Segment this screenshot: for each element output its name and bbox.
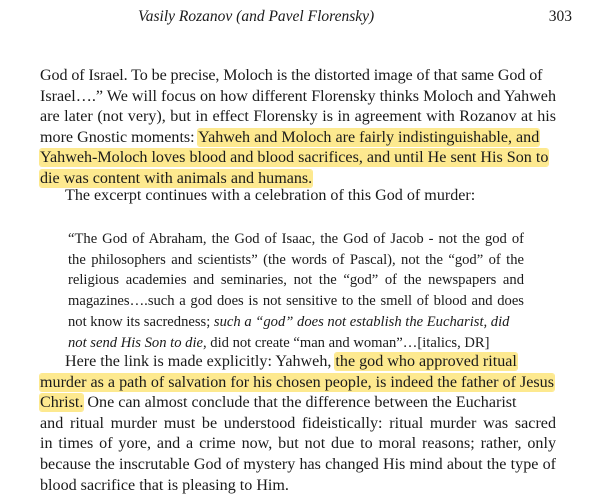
paragraph-3-line: in times of yore, and a crime now, but not due to moral reasons; rather, only (40, 435, 556, 453)
paragraph-1-line: God of Israel. To be precise, Moloch is the distorted image of that same God of (40, 67, 543, 84)
plain-text: more Gnostic moments: (40, 128, 199, 146)
italic-text: not send His Son to die (68, 334, 203, 351)
block-quote (68, 229, 524, 353)
quote-line: magazines….such a god does is not sensitive to the smell of blood and does (68, 293, 524, 310)
paragraph-3-line: because the inscrutable God of mystery has changed His mind about the type of (40, 455, 556, 473)
quote-line (68, 333, 524, 354)
paragraph-3-line: blood sacrifice that is pleasing to Him. (40, 476, 289, 494)
paragraph-3-line (40, 373, 556, 394)
page-number: 303 (548, 8, 572, 25)
paragraph-2: The excerpt continues with a celebration of this God of murder: (65, 187, 476, 204)
highlighted-text: die was content with animals and humans. (40, 169, 313, 187)
paragraph-1-line (40, 148, 556, 169)
paragraph-3-line (40, 352, 556, 373)
highlighted-text: Yahweh and Moloch are fairly indistinguishable, and (198, 128, 540, 146)
highlighted-text: Yahweh-Moloch loves blood and blood sacrifices, and until He sent His Son to (40, 149, 549, 167)
quote-line: the philosophers and scientists” (the words of Pascal), not the “god” of the (68, 251, 524, 268)
paragraph-1-line (40, 128, 556, 149)
italic-text: such a “god” does not establish the Eucharist, did (213, 313, 510, 330)
paragraph-3-line (40, 393, 556, 414)
running-title: Vasily Rozanov (and Pavel Florensky) (138, 8, 375, 25)
plain-text: not know its sacredness; (68, 313, 214, 330)
highlighted-text: Christ. (40, 394, 84, 412)
paragraph-1-line: Israel….” We will focus on how different Florensky thinks Moloch and Yahweh (40, 87, 556, 105)
plain-text: Here the link is made explicitly: Yahweh, (65, 353, 336, 370)
running-header (40, 8, 572, 30)
quote-line: religious academies and seminaries, not the “god” of the newspapers and (68, 272, 524, 289)
plain-text: One can almost conclude that the difference between the Eucharist (83, 394, 517, 412)
plain-text: , did not create “man and woman”…[italics, DR] (203, 334, 490, 351)
quote-line (68, 312, 524, 333)
quote-line: “The God of Abraham, the God of Isaac, the God of Jacob - not the god of (68, 231, 524, 247)
paragraph-1-line: are later (not very), but in effect Florensky is in agreement with Rozanov at his (40, 108, 556, 126)
paragraph-3 (40, 352, 556, 496)
highlighted-text: murder as a path of salvation for his chosen people, is indeed the father of Jesus (40, 373, 554, 391)
paragraph-3-line: and ritual murder must be understood fideistically: ritual murder was sacred (40, 414, 556, 432)
highlighted-text: the god who approved ritual (335, 353, 517, 370)
paragraph-1 (40, 66, 556, 190)
